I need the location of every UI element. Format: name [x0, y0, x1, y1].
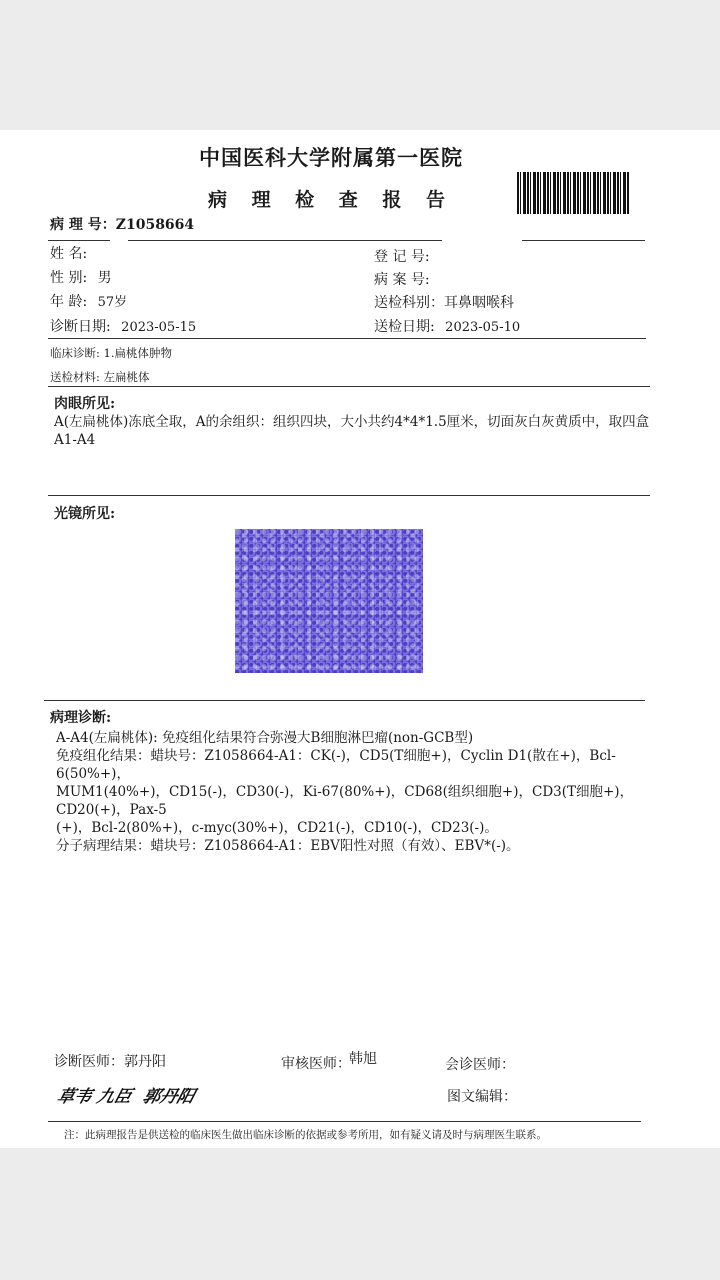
reg-no-field	[374, 246, 430, 266]
material-label: 送检材料:	[50, 370, 100, 384]
dept-field	[374, 292, 514, 312]
diagnosis-line: 免疫组化结果：蜡块号：Z1058664-A1：CK(-)，CD5(T细胞+)，Cyclin D1(散在+)，Bcl-6(50%+)，	[56, 748, 616, 782]
diag-date-label: 诊断日期:	[50, 319, 111, 335]
header-divider	[48, 240, 110, 241]
age-value: 57岁	[97, 295, 128, 310]
clinical-diagnosis-label: 临床诊断:	[50, 346, 100, 360]
clinical-diagnosis-value: 1.扁桃体肿物	[103, 346, 173, 360]
sex-label: 性 别:	[50, 270, 88, 286]
consult-doctor-label: 会诊医师：	[445, 1057, 515, 1073]
submit-date-field	[374, 316, 520, 336]
gross-heading: 肉眼所见:	[54, 396, 116, 412]
hospital-name: 中国医科大学附属第一医院	[199, 145, 463, 170]
name-field	[50, 243, 87, 263]
pathology-no-label: 病 理 号：	[50, 217, 116, 233]
sex-value: 男	[97, 270, 112, 286]
header-divider	[522, 240, 645, 241]
age-label: 年 龄:	[50, 294, 88, 310]
clinical-diagnosis	[50, 345, 172, 361]
review-doctor-value: 韩旭	[349, 1051, 377, 1067]
barcode-image	[517, 172, 629, 214]
sex-field	[50, 267, 112, 287]
pathology-no-value: Z1058664	[115, 217, 195, 233]
review-doctor-label: 审核医师：	[281, 1056, 351, 1072]
material-value: 左扁桃体	[103, 370, 150, 384]
diagnosis-text	[56, 729, 656, 855]
footer-note: 注：此病理报告是供送检的临床医生做出临床诊断的依据或参考所用，如有疑义请及时与病理医生联系。	[64, 1129, 547, 1141]
case-no-field	[374, 269, 430, 289]
dept-value: 耳鼻咽喉科	[444, 295, 514, 311]
section-divider	[48, 495, 650, 496]
gross-line: A(左扁桃体)冻底全取，A的余组织：组织四块，大小共约4*4*1.5厘米，切面灰白灰黄质中，取四盒	[54, 414, 650, 430]
submit-date-value: 2023-05-10	[445, 320, 521, 335]
gross-description	[54, 413, 654, 449]
name-label: 姓 名:	[50, 246, 88, 262]
reg-no-label: 登 记 号:	[374, 249, 430, 265]
diag-date-field	[50, 316, 196, 336]
diagnosis-heading: 病理诊断:	[50, 710, 112, 726]
image-editor-label: 图文编辑：	[447, 1089, 517, 1105]
diagnosis-line: 分子病理结果：蜡块号：Z1058664-A1：EBV阳性对照（有效）、EBV*(-)。	[56, 838, 520, 854]
diagnosis-line: A-A4(左扁桃体): 免疫组化结果符合弥漫大B细胞淋巴瘤(non-GCB型)	[56, 730, 474, 746]
diagnosis-line: (+)，Bcl-2(80%+)，c-myc(30%+)，CD21(-)，CD10(-)，CD23(-)。	[56, 820, 498, 836]
dept-label: 送检科别：	[374, 295, 444, 311]
age-field	[50, 291, 127, 311]
report-sheet	[0, 130, 720, 1148]
diag-doctor	[54, 1051, 166, 1071]
diag-date-value: 2023-05-15	[121, 320, 197, 335]
micro-heading: 光镜所见:	[54, 506, 116, 522]
footer-divider	[48, 1121, 641, 1122]
report-title: 病 理 检 查 报 告	[207, 189, 455, 211]
handwritten-signature: 草韦 九臣 郭丹阳	[54, 1087, 197, 1107]
diagnosis-line: MUM1(40%+)，CD15(-)，CD30(-)，Ki-67(80%+)，CD68(组织细胞+)，CD3(T细胞+)，CD20(+)，Pax-5	[56, 784, 634, 818]
header-divider	[128, 240, 442, 241]
gross-line: A1-A4	[54, 432, 96, 448]
section-divider	[48, 386, 650, 387]
microscopy-image	[235, 529, 423, 673]
diag-doctor-value: 郭丹阳	[124, 1054, 166, 1070]
section-divider	[48, 338, 646, 339]
diag-doctor-label: 诊断医师：	[54, 1054, 124, 1070]
section-divider	[44, 700, 645, 701]
submit-date-label: 送检日期:	[374, 319, 435, 335]
pathology-no	[50, 214, 194, 234]
submitted-material	[50, 369, 150, 385]
case-no-label: 病 案 号:	[374, 272, 430, 288]
